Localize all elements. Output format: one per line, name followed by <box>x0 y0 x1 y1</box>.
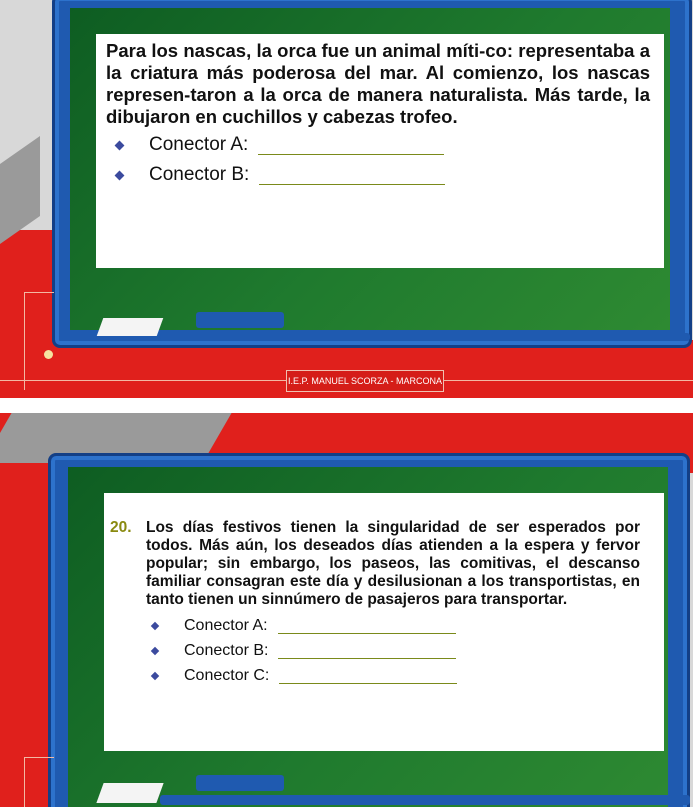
diamond-bullet-icon <box>151 672 159 680</box>
diamond-bullet-icon <box>151 622 159 630</box>
answer-blank-a[interactable] <box>278 618 456 634</box>
answer-blank-a[interactable] <box>258 136 444 155</box>
connector-row-a <box>152 617 640 635</box>
chalk-tray <box>196 312 284 328</box>
question-card <box>104 493 664 751</box>
chalk-tray <box>196 775 284 791</box>
answer-blank-c[interactable] <box>279 668 457 684</box>
connector-row-c <box>152 667 640 685</box>
answer-blank-b[interactable] <box>278 643 456 659</box>
chalk-piece <box>96 783 163 803</box>
question-text: Los días festivos tienen la singularidad de ser esperados por todos. Más aún, los deseados días atienden a la espera y fervor popular; sin embargo, los paseos, las comitivas, el descanso familiar consagran este día y desilusionan a los transportistas, en tanto tienen un sinnúmero de pasajeros para transportar. <box>146 519 640 608</box>
connector-row-b <box>116 164 650 186</box>
slide-gap <box>0 398 693 413</box>
connector-label: Conector A: <box>184 617 268 634</box>
connector-row-b <box>152 642 640 660</box>
board-ledge <box>160 795 690 805</box>
gray-side-band <box>0 136 40 244</box>
deco-line <box>24 757 25 807</box>
connector-label: Conector C: <box>184 667 270 684</box>
deco-dot <box>44 350 53 359</box>
diamond-bullet-icon <box>115 170 125 180</box>
connector-label: Conector B: <box>149 164 250 185</box>
chalk-piece <box>97 318 164 336</box>
question-number: 20. <box>110 519 132 536</box>
connector-row-a <box>116 134 650 156</box>
connector-label: Conector A: <box>149 134 249 155</box>
slide-2 <box>0 413 693 807</box>
question-text: Para los nascas, la orca fue un animal míti-co: representaba a la criatura más poderosa del mar. Al comienzo, los nascas represen-taron a la orca de manera naturalista. Más tarde, la dibujaron en cuchillos y cabezas trofeo. <box>106 40 650 127</box>
question-card <box>96 34 664 268</box>
deco-line <box>24 292 25 390</box>
slide-1 <box>0 0 693 398</box>
deco-line <box>24 292 54 293</box>
diamond-bullet-icon <box>115 140 125 150</box>
answer-blank-b[interactable] <box>259 166 445 185</box>
school-footer: I.E.P. MANUEL SCORZA - MARCONA <box>286 370 444 392</box>
diamond-bullet-icon <box>151 647 159 655</box>
connector-label: Conector B: <box>184 642 269 659</box>
deco-line <box>24 757 54 758</box>
board-ledge <box>160 333 690 341</box>
